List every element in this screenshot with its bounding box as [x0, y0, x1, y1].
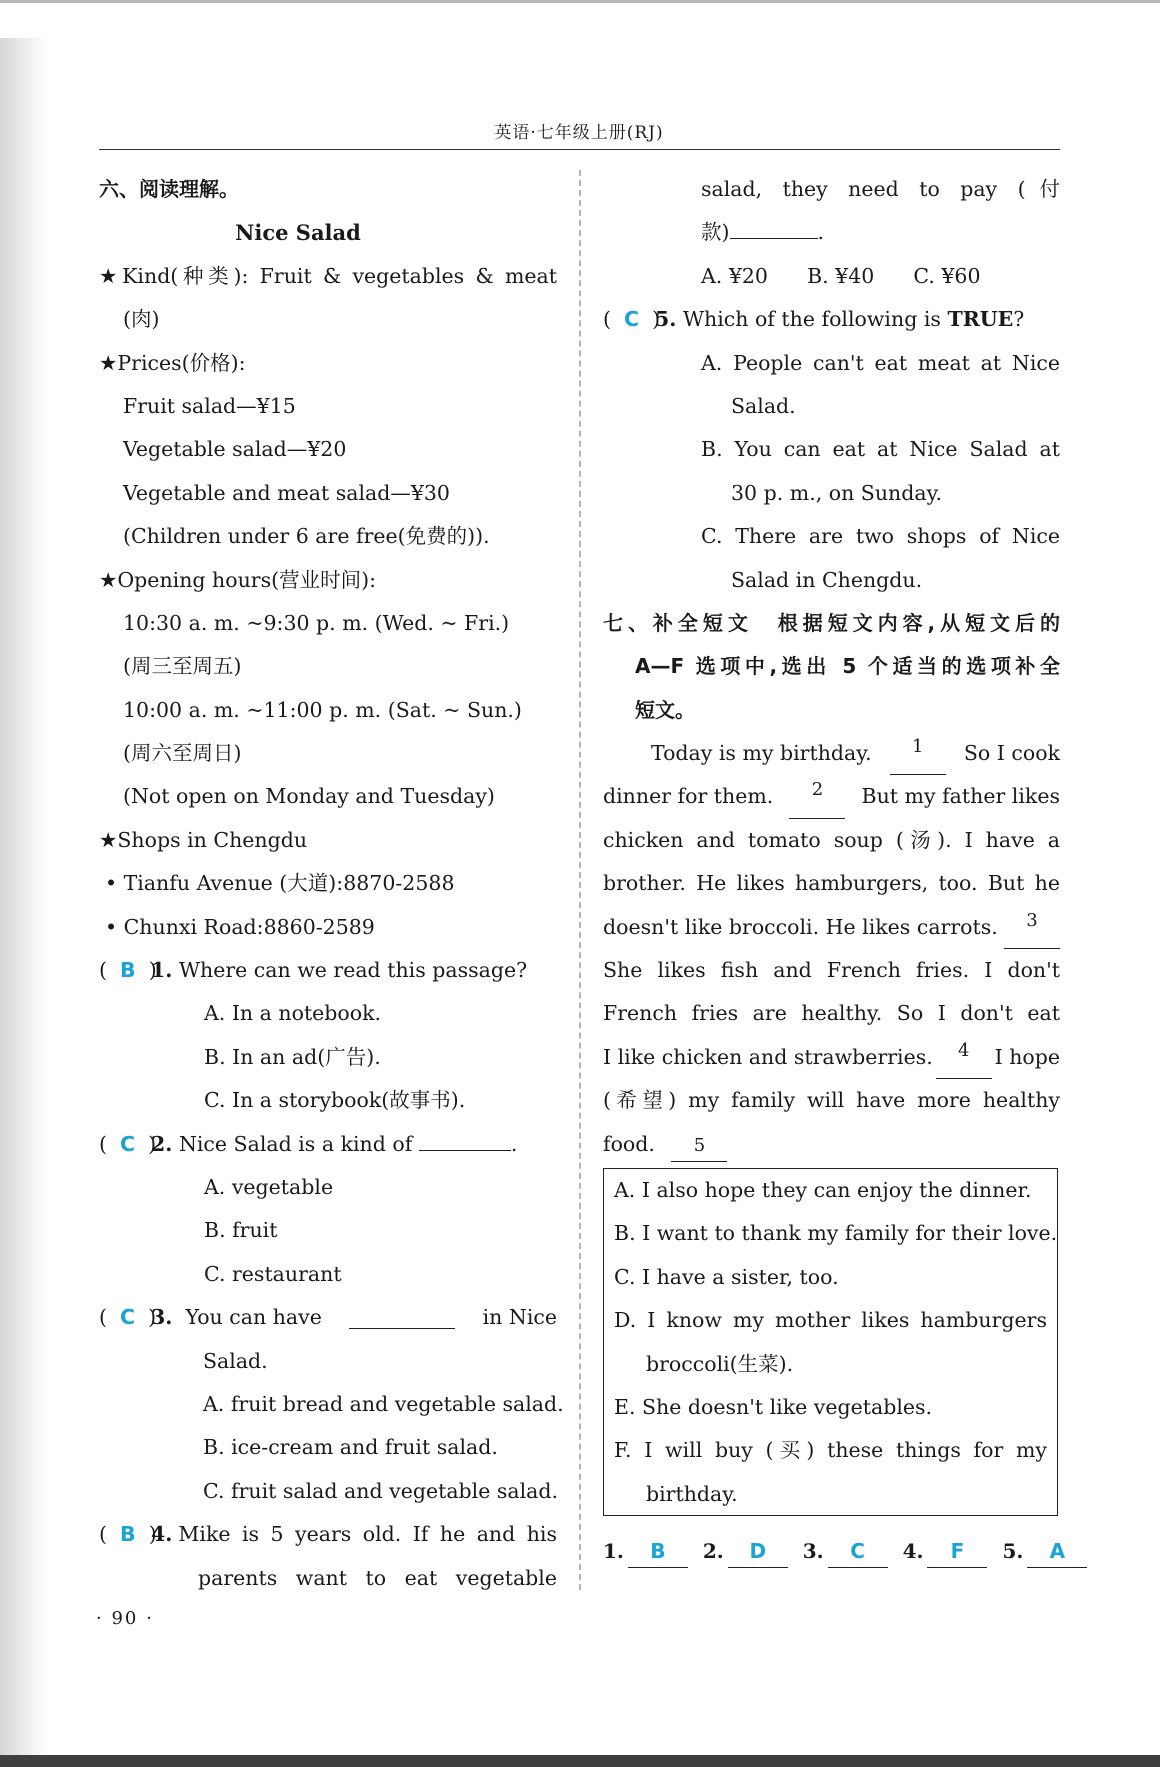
passage-line-7: French fries are healthy. So I don't eat	[603, 1001, 1060, 1026]
question-text-end: ?	[1013, 307, 1025, 332]
question-text: Mike is 5 years old. If he and his	[178, 1522, 557, 1547]
answer-q5: C	[624, 307, 640, 332]
page-bottom-edge	[0, 1755, 1160, 1767]
question-text: Nice Salad is a kind of	[178, 1131, 413, 1156]
passage-line-5	[603, 906, 1060, 949]
hours-heading: ★Opening hours(营业时间):	[99, 567, 377, 592]
option-f: F. I will buy (买) these things for my	[614, 1438, 1047, 1463]
answer-number: 5.	[1002, 1539, 1024, 1563]
answer-number: 4.	[902, 1539, 924, 1563]
shops-heading: ★Shops in Chengdu	[99, 827, 308, 852]
question-text: Which of the following is	[682, 307, 948, 332]
q2-option-b: B. fruit	[204, 1218, 278, 1243]
answer-paren: ( C )	[99, 1305, 157, 1330]
hours-weekend-cn: (周六至周日)	[123, 741, 242, 766]
cloze-answer-1: B	[628, 1535, 688, 1568]
passage-line-2	[603, 775, 1060, 818]
not-open-note: (Not open on Monday and Tuesday)	[123, 784, 495, 809]
question-number: 3.	[151, 1305, 173, 1330]
option-a: A. I also hope they can enjoy the dinner.	[614, 1178, 1032, 1202]
question-text: You can have	[185, 1305, 322, 1330]
option-d: D. I know my mother likes hamburgers	[614, 1308, 1047, 1333]
column-divider	[579, 170, 581, 1590]
q4-line4-text: 款)	[701, 220, 730, 245]
q1-option-a: A. In a notebook.	[204, 1001, 382, 1026]
answer-q3: C	[120, 1305, 136, 1330]
question-number: 1.	[151, 958, 173, 983]
question-5	[603, 298, 1060, 341]
answer-paren: ( C )	[603, 307, 661, 332]
answer-number: 3.	[802, 1539, 824, 1563]
passage-line-3: chicken and tomato soup (汤). I have a	[603, 827, 1060, 852]
q5-option-b: B. You can eat at Nice Salad at	[701, 437, 1060, 462]
q3-option-b: B. ice-cream and fruit salad.	[203, 1435, 498, 1460]
blank-2: 2	[789, 775, 845, 818]
right-column	[603, 168, 1060, 1166]
passage-line-1	[603, 732, 1060, 775]
q5-option-a: A. People can't eat meat at Nice	[701, 350, 1060, 375]
answer-q2: C	[120, 1131, 136, 1156]
question-number: 2.	[151, 1131, 173, 1156]
hours-weekend: 10:00 a. m. ~11:00 p. m. (Sat. ~ Sun.)	[123, 697, 522, 722]
question-text-bold: TRUE	[947, 307, 1014, 332]
passage-text: I like chicken and strawberries.	[603, 1044, 933, 1069]
answer-paren: ( B )	[99, 958, 157, 983]
shop-chunxi: • Chunxi Road:8860-2589	[105, 914, 375, 939]
price-veg-meat: Vegetable and meat salad—¥30	[123, 480, 450, 505]
header-rule	[99, 149, 1060, 150]
q5-option-c: C. There are two shops of Nice	[701, 524, 1060, 549]
blank-1: 1	[890, 732, 946, 775]
question-4	[99, 1513, 557, 1556]
passage-line-6: She likes fish and French fries. I don't	[603, 958, 1060, 983]
prices-heading: ★Prices(价格):	[99, 350, 246, 375]
q3-option-c: C. fruit salad and vegetable salad.	[203, 1478, 559, 1503]
q3-option-a: A. fruit bread and vegetable salad.	[203, 1391, 564, 1416]
cloze-answer-3: C	[828, 1535, 888, 1568]
passage-line-4: brother. He likes hamburgers, too. But he	[603, 871, 1060, 896]
fill-blank	[730, 212, 818, 239]
question-end: .	[510, 1131, 518, 1156]
blank-4: 4	[936, 1036, 992, 1079]
passage-text: So I cook	[963, 741, 1060, 766]
question-1	[99, 949, 557, 992]
q4-line4	[603, 211, 1060, 254]
fill-blank	[419, 1124, 511, 1151]
blank-3: 3	[1004, 906, 1060, 949]
option-c: C. I have a sister, too.	[614, 1264, 839, 1289]
passage-title: Nice Salad	[235, 220, 361, 246]
page-top-edge	[0, 0, 1160, 3]
kind-line: ★Kind(种类): Fruit & vegetables & meat	[99, 263, 557, 288]
question-number: 4.	[151, 1522, 173, 1547]
q4-options: A. ¥20 B. ¥40 C. ¥60	[701, 263, 981, 288]
cloze-answer-2: D	[728, 1535, 788, 1568]
passage-text: But my father likes	[861, 784, 1060, 809]
passage-text: Today is my birthday.	[651, 741, 872, 766]
page-binding-shadow	[0, 38, 48, 1758]
section-title-cloze: 七、补全短文 根据短文内容,从短文后的	[603, 610, 1060, 635]
section-instructions-end: 短文。	[635, 697, 695, 722]
left-column	[99, 168, 564, 1600]
q3-line2: Salad.	[203, 1348, 268, 1373]
passage-text: food.	[603, 1131, 655, 1156]
section-instructions: A—F 选项中,选出 5 个适当的选项补全	[635, 654, 1060, 679]
hours-weekday: 10:30 a. m. ~9:30 p. m. (Wed. ~ Fri.)	[123, 610, 510, 635]
q1-option-b: B. In an ad(广告).	[204, 1044, 381, 1069]
option-e: E. She doesn't like vegetables.	[614, 1394, 933, 1419]
q2-option-a: A. vegetable	[204, 1174, 334, 1199]
question-2	[99, 1123, 557, 1166]
answer-q1: B	[120, 958, 136, 983]
page-header: 英语·七年级上册(RJ)	[494, 123, 664, 143]
q2-option-c: C. restaurant	[204, 1261, 342, 1286]
option-b: B. I want to thank my family for their love.	[614, 1221, 1058, 1246]
hours-weekday-cn: (周三至周五)	[123, 654, 242, 679]
fill-blank	[349, 1302, 455, 1329]
question-text: Where can we read this passage?	[178, 958, 528, 983]
answer-number: 2.	[702, 1539, 724, 1563]
passage-text: doesn't like broccoli. He likes carrots.	[603, 914, 998, 939]
option-d-cont: broccoli(生菜).	[646, 1351, 794, 1376]
blank-5: 5	[671, 1131, 727, 1162]
kind-line-cont: (肉)	[123, 307, 160, 332]
price-vegetable: Vegetable salad—¥20	[123, 437, 347, 462]
q1-option-c: C. In a storybook(故事书).	[204, 1088, 466, 1113]
q4-line4-end: .	[817, 220, 825, 245]
cloze-answer-5: A	[1027, 1535, 1087, 1568]
q4-line2: parents want to eat vegetable	[198, 1565, 557, 1590]
passage-line-10	[603, 1123, 1060, 1166]
option-f-cont: birthday.	[646, 1481, 738, 1506]
answer-q4: B	[120, 1522, 136, 1547]
question-3	[99, 1296, 557, 1339]
price-fruit: Fruit salad—¥15	[123, 393, 296, 418]
passage-line-8	[603, 1036, 1060, 1079]
q5-option-b-cont: 30 p. m., on Sunday.	[731, 480, 942, 505]
cloze-answer-4: F	[927, 1535, 987, 1568]
shop-tianfu: • Tianfu Avenue (大道):8870-2588	[105, 871, 455, 896]
answer-paren: ( C )	[99, 1131, 157, 1156]
passage-line-9: (希望) my family will have more healthy	[603, 1088, 1060, 1113]
cloze-answers	[603, 1535, 1066, 1575]
cloze-options-box	[603, 1168, 1058, 1516]
q4-line3: salad, they need to pay (付	[701, 177, 1060, 201]
q5-option-a-cont: Salad.	[731, 393, 796, 418]
children-note: (Children under 6 are free(免费的)).	[123, 524, 490, 549]
q5-option-c-cont: Salad in Chengdu.	[731, 567, 923, 592]
answer-number: 1.	[603, 1539, 624, 1563]
section-title-reading: 六、阅读理解。	[99, 177, 239, 201]
passage-text: dinner for them.	[603, 784, 774, 809]
answer-paren: ( B )	[99, 1522, 157, 1547]
question-text-post: in Nice	[482, 1305, 557, 1330]
passage-text: I hope	[994, 1044, 1060, 1069]
question-number: 5.	[655, 307, 677, 332]
page-number: · 90 ·	[96, 1608, 154, 1629]
